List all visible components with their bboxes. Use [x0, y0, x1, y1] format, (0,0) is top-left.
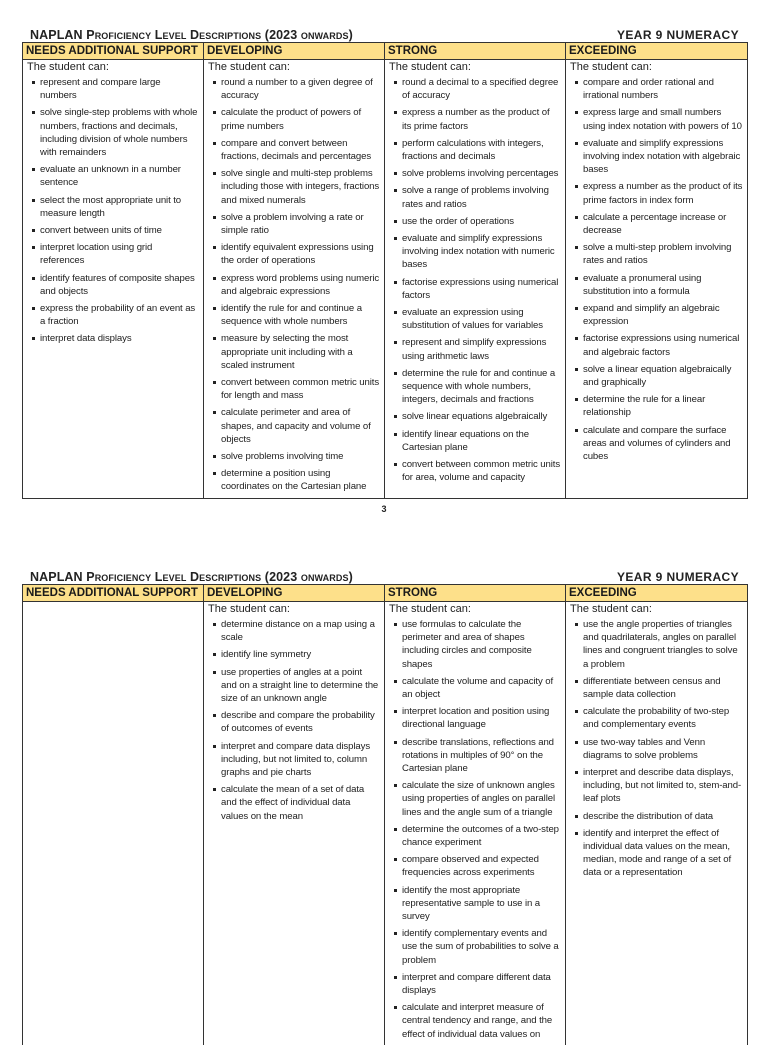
lead-text: The student can: [570, 61, 652, 73]
list-item: use the order of operations [394, 215, 561, 228]
list-item: evaluate a pronumeral using substitution into a formula [575, 272, 743, 298]
list-item: compare and convert between fractions, decimals and percentages [213, 137, 380, 163]
header-exceeding: EXCEEDING [566, 43, 748, 60]
list-item: solve single-step problems with whole numbers, fractions and decimals, including division of whole numbers with remainders [32, 106, 199, 159]
header-strong: STRONG [385, 585, 566, 602]
list-item: expand and simplify an algebraic expression [575, 302, 743, 328]
list-item: interpret location and position using directional language [394, 705, 561, 731]
table-header-row [23, 43, 748, 60]
table-row [23, 60, 748, 499]
list-item: calculate a percentage increase or decrease [575, 211, 743, 237]
list-item: identify the rule for and continue a sequence with whole numbers [213, 302, 380, 328]
list-item: calculate the volume and capacity of an object [394, 675, 561, 701]
list-item: identify the most appropriate representative sample to use in a survey [394, 884, 561, 924]
list-item: express a number as the product of its prime factors [394, 106, 561, 132]
table-header-row [23, 585, 748, 602]
header-exceeding: EXCEEDING [566, 585, 748, 602]
list-item: evaluate an unknown in a number sentence [32, 163, 199, 189]
list-item: perform calculations with integers, fractions and decimals [394, 137, 561, 163]
list-item: represent and compare large numbers [32, 76, 199, 102]
list-item: identify equivalent expressions using the order of operations [213, 241, 380, 267]
list-item: solve problems involving percentages [394, 167, 561, 180]
document-title: NAPLAN Proficiency Level Descriptions (2023 onwards) [30, 28, 353, 42]
bullet-list [208, 618, 380, 823]
proficiency-table [22, 584, 748, 1045]
list-item: use properties of angles at a point and on a straight line to determine the size of an unknown angle [213, 666, 380, 706]
list-item: determine a position using coordinates on the Cartesian plane [213, 467, 380, 493]
list-item: calculate the product of powers of prime numbers [213, 106, 380, 132]
list-item: calculate perimeter and area of shapes, and capacity and volume of objects [213, 406, 380, 446]
list-item: evaluate and simplify expressions involving index notation with algebraic bases [575, 137, 743, 177]
lead-text: The student can: [570, 603, 652, 615]
list-item: solve a problem involving a rate or simple ratio [213, 211, 380, 237]
list-item: determine the rule for and continue a sequence with whole numbers, integers, decimals and fractions [394, 367, 561, 407]
list-item: interpret data displays [32, 332, 199, 345]
list-item: represent and simplify expressions using arithmetic laws [394, 336, 561, 362]
bullet-list [389, 76, 561, 484]
bullet-list [27, 76, 199, 346]
list-item: convert between common metric units for area, volume and capacity [394, 458, 561, 484]
list-item: describe and compare the probability of outcomes of events [213, 709, 380, 735]
list-item: factorise expressions using numerical and algebraic factors [575, 332, 743, 358]
list-item: use the angle properties of triangles and quadrilaterals, angles on parallel lines and congruent triangles to solve a problem [575, 618, 743, 671]
list-item: interpret and describe data displays, including, but not limited to, stem-and-leaf plots [575, 766, 743, 806]
bullet-list [389, 618, 561, 1041]
cell-developing [204, 60, 385, 499]
cell-needs [23, 602, 204, 1045]
list-item: solve a range of problems involving rates and ratios [394, 184, 561, 210]
header-developing: DEVELOPING [204, 585, 385, 602]
list-item: interpret and compare data displays including, but not limited to, column graphs and pie charts [213, 740, 380, 780]
page-header [22, 24, 747, 42]
lead-text: The student can: [208, 603, 290, 615]
list-item: measure by selecting the most appropriate unit including with a scaled instrument [213, 332, 380, 372]
list-item: round a number to a given degree of accuracy [213, 76, 380, 102]
list-item: identify complementary events and use the sum of probabilities to solve a problem [394, 927, 561, 967]
cell-developing [204, 602, 385, 1045]
list-item: express the probability of an event as a fraction [32, 302, 199, 328]
cell-strong [385, 602, 566, 1045]
cell-strong [385, 60, 566, 499]
proficiency-table [22, 42, 748, 499]
header-needs-additional-support: NEEDS ADDITIONAL SUPPORT [23, 43, 204, 60]
cell-exceeding [566, 602, 748, 1045]
list-item: calculate the mean of a set of data and the effect of individual data values on the mean [213, 783, 380, 823]
table-row [23, 602, 748, 1045]
header-developing: DEVELOPING [204, 43, 385, 60]
list-item: identify and interpret the effect of individual data values on the mean, median, mode and range of a set of data or a representation [575, 827, 743, 880]
list-item: convert between common metric units for length and mass [213, 376, 380, 402]
list-item: use two-way tables and Venn diagrams to solve problems [575, 736, 743, 762]
list-item: calculate and interpret measure of central tendency and range, and the effect of individual data values on [394, 1001, 561, 1041]
list-item: determine distance on a map using a scale [213, 618, 380, 644]
header-needs-additional-support: NEEDS ADDITIONAL SUPPORT [23, 585, 204, 602]
list-item: compare and order rational and irrational numbers [575, 76, 743, 102]
page-number: 3 [381, 504, 387, 514]
list-item: interpret and compare different data displays [394, 971, 561, 997]
cell-exceeding [566, 60, 748, 499]
list-item: use formulas to calculate the perimeter and area of shapes including circles and composite shapes [394, 618, 561, 671]
list-item: describe translations, reflections and rotations in multiples of 90° on the Cartesian plane [394, 736, 561, 776]
bullet-list [570, 618, 743, 880]
header-strong: STRONG [385, 43, 566, 60]
page-4 [22, 566, 747, 1045]
list-item: solve a linear equation algebraically and graphically [575, 363, 743, 389]
list-item: determine the rule for a linear relationship [575, 393, 743, 419]
list-item: compare observed and expected frequencies across experiments [394, 853, 561, 879]
list-item: select the most appropriate unit to measure length [32, 194, 199, 220]
document-title: NAPLAN Proficiency Level Descriptions (2023 onwards) [30, 570, 353, 584]
year-label: YEAR 9 NUMERACY [616, 28, 739, 42]
year-label: YEAR 9 NUMERACY [616, 570, 739, 584]
list-item: interpret location using grid references [32, 241, 199, 267]
list-item: convert between units of time [32, 224, 199, 237]
list-item: solve linear equations algebraically [394, 410, 561, 423]
list-item: factorise expressions using numerical factors [394, 276, 561, 302]
list-item: identify features of composite shapes and objects [32, 272, 199, 298]
bullet-list [208, 76, 380, 494]
list-item: determine the outcomes of a two-step chance experiment [394, 823, 561, 849]
list-item: calculate the probability of two-step and complementary events [575, 705, 743, 731]
list-item: solve a multi-step problem involving rates and ratios [575, 241, 743, 267]
list-item: calculate the size of unknown angles using properties of angles on parallel lines and the angle sum of a triangle [394, 779, 561, 819]
list-item: evaluate an expression using substitution of values for variables [394, 306, 561, 332]
lead-text: The student can: [208, 61, 290, 73]
list-item: evaluate and simplify expressions involving index notation with numeric bases [394, 232, 561, 272]
list-item: express a number as the product of its prime factors in index form [575, 180, 743, 206]
list-item: identify linear equations on the Cartesian plane [394, 428, 561, 454]
list-item: express word problems using numeric and algebraic expressions [213, 272, 380, 298]
list-item: round a decimal to a specified degree of accuracy [394, 76, 561, 102]
lead-text: The student can: [389, 61, 471, 73]
bullet-list [570, 76, 743, 463]
cell-needs [23, 60, 204, 499]
lead-text: The student can: [27, 61, 109, 73]
list-item: express large and small numbers using index notation with powers of 10 [575, 106, 743, 132]
page-3 [22, 24, 747, 499]
list-item: solve single and multi-step problems including those with integers, fractions and mixed numerals [213, 167, 380, 207]
list-item: calculate and compare the surface areas and volumes of cylinders and cubes [575, 424, 743, 464]
lead-text: The student can: [389, 603, 471, 615]
list-item: identify line symmetry [213, 648, 380, 661]
list-item: solve problems involving time [213, 450, 380, 463]
page-header [22, 566, 747, 584]
list-item: describe the distribution of data [575, 810, 743, 823]
list-item: differentiate between census and sample data collection [575, 675, 743, 701]
